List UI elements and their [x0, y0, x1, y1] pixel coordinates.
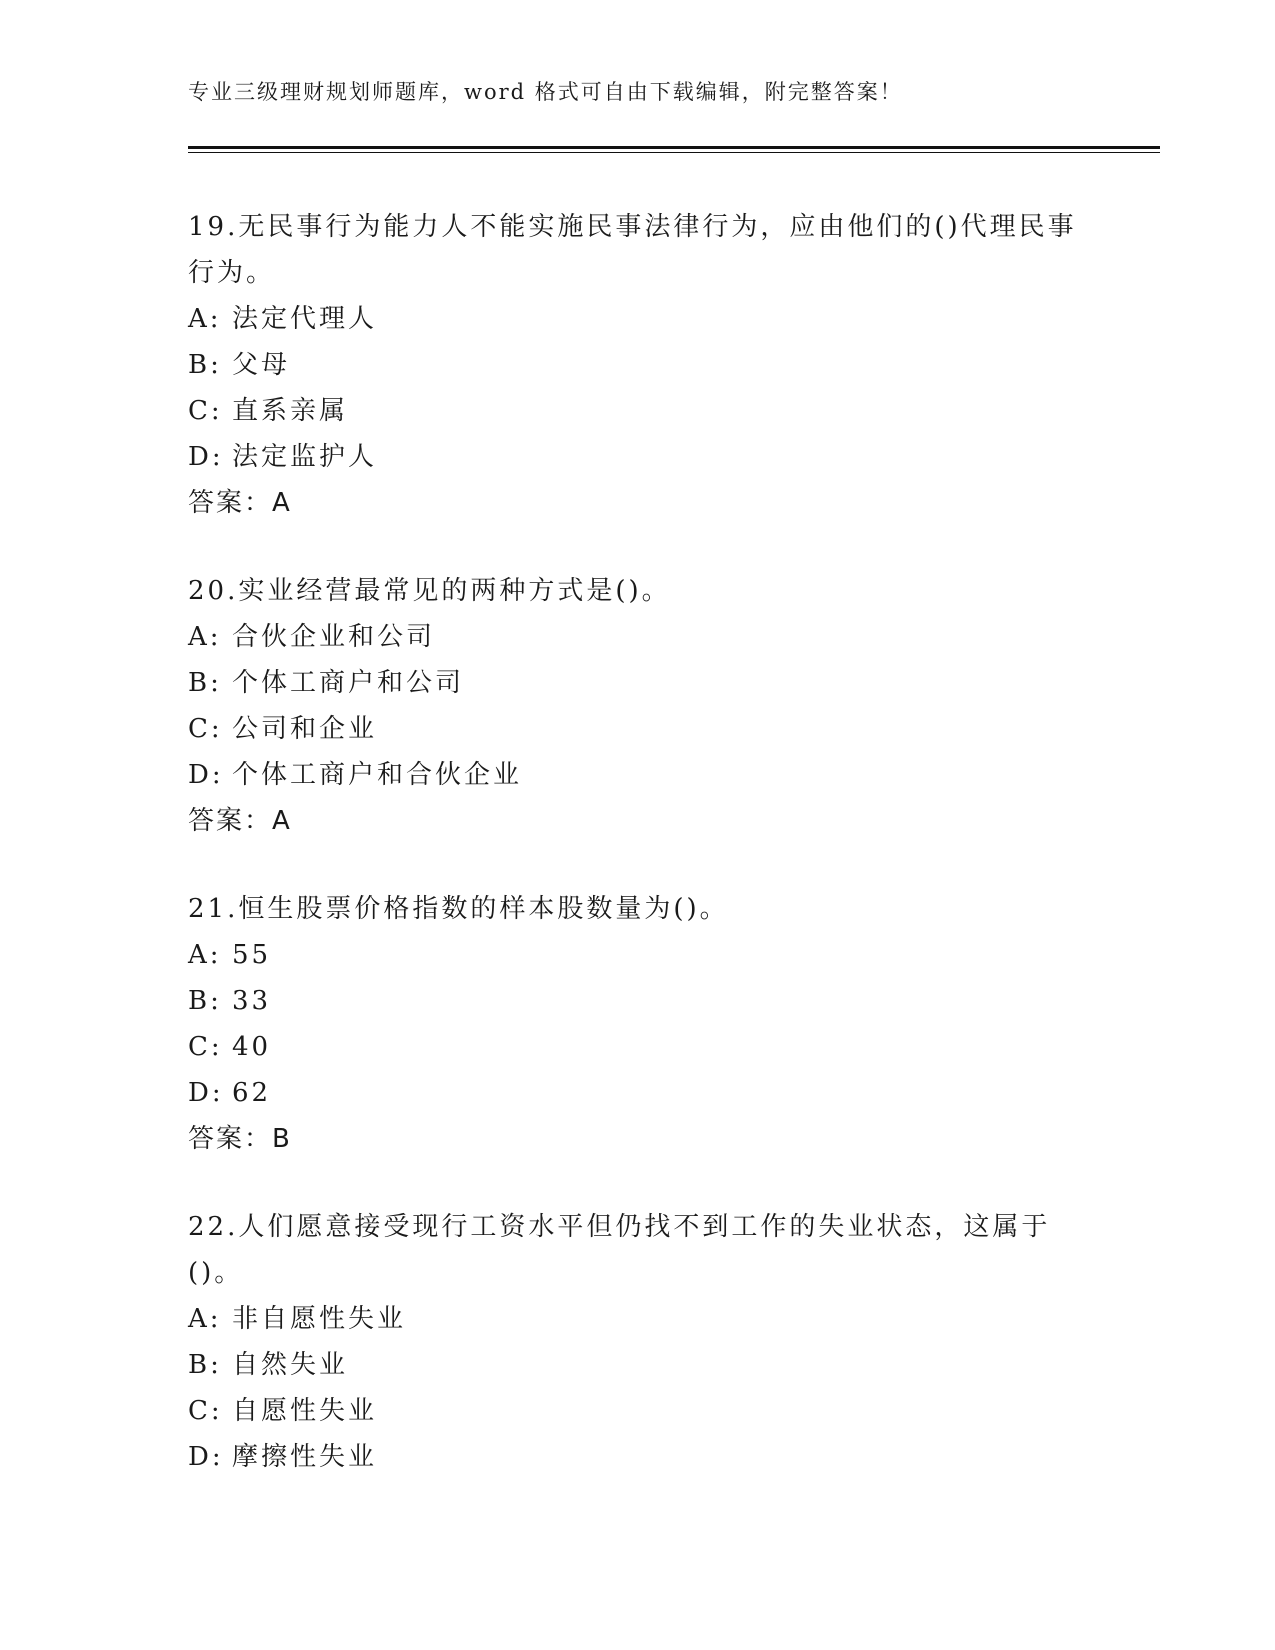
option-letter: C: — [188, 1032, 223, 1062]
option-text: 合伙企业和公司 — [232, 622, 436, 652]
question-list — [188, 204, 1088, 1522]
question-stem: 19.无民事行为能力人不能实施民事法律行为，应由他们的()代理民事行为。 — [188, 212, 1077, 288]
option-text: 62 — [232, 1078, 272, 1108]
header-divider — [188, 146, 1160, 149]
option-b — [188, 1342, 1088, 1388]
option-text: 自然失业 — [232, 1350, 349, 1380]
option-d — [188, 434, 1088, 480]
option-letter: B: — [188, 1350, 222, 1380]
question-19 — [188, 204, 1088, 526]
option-text: 摩擦性失业 — [232, 1442, 378, 1472]
option-b — [188, 978, 1088, 1024]
question-stem: 20.实业经营最常见的两种方式是()。 — [188, 576, 671, 606]
option-letter: C: — [188, 714, 223, 744]
option-letter: D: — [188, 760, 224, 790]
header-divider-thin — [188, 152, 1160, 153]
question-stem: 21.恒生股票价格指数的样本股数量为()。 — [188, 894, 729, 924]
answer-line: 答案：A — [188, 806, 292, 836]
option-d — [188, 752, 1088, 798]
option-letter: D: — [188, 442, 224, 472]
option-text: 40 — [232, 1032, 272, 1062]
option-letter: D: — [188, 1442, 224, 1472]
option-letter: A: — [188, 304, 222, 334]
option-text: 个体工商户和公司 — [232, 668, 465, 698]
question-20 — [188, 568, 1088, 844]
option-a — [188, 1296, 1088, 1342]
option-letter: C: — [188, 1396, 223, 1426]
option-letter: A: — [188, 622, 222, 652]
option-text: 父母 — [232, 350, 291, 380]
option-letter: A: — [188, 940, 222, 970]
option-text: 非自愿性失业 — [232, 1304, 407, 1334]
option-c — [188, 1024, 1088, 1070]
option-text: 公司和企业 — [232, 714, 378, 744]
option-b — [188, 660, 1088, 706]
page-header: 专业三级理财规划师题库，word 格式可自由下载编辑，附完整答案！ — [188, 80, 903, 104]
option-text: 个体工商户和合伙企业 — [232, 760, 523, 790]
option-text: 自愿性失业 — [232, 1396, 378, 1426]
option-text: 法定代理人 — [232, 304, 378, 334]
option-letter: A: — [188, 1304, 222, 1334]
option-letter: B: — [188, 668, 222, 698]
option-a — [188, 614, 1088, 660]
question-22 — [188, 1204, 1088, 1480]
option-b — [188, 342, 1088, 388]
option-letter: B: — [188, 350, 222, 380]
question-stem: 22.人们愿意接受现行工资水平但仍找不到工作的失业状态，这属于()。 — [188, 1212, 1051, 1288]
option-d — [188, 1070, 1088, 1116]
option-d — [188, 1434, 1088, 1480]
option-c — [188, 388, 1088, 434]
option-letter: C: — [188, 396, 223, 426]
option-text: 55 — [232, 940, 272, 970]
option-letter: B: — [188, 986, 222, 1016]
option-text: 法定监护人 — [232, 442, 378, 472]
option-c — [188, 1388, 1088, 1434]
answer-line: 答案：A — [188, 488, 292, 518]
option-a — [188, 296, 1088, 342]
option-c — [188, 706, 1088, 752]
option-text: 直系亲属 — [232, 396, 349, 426]
option-text: 33 — [232, 986, 272, 1016]
answer-line: 答案：B — [188, 1124, 292, 1154]
option-a — [188, 932, 1088, 978]
option-letter: D: — [188, 1078, 224, 1108]
question-21 — [188, 886, 1088, 1162]
